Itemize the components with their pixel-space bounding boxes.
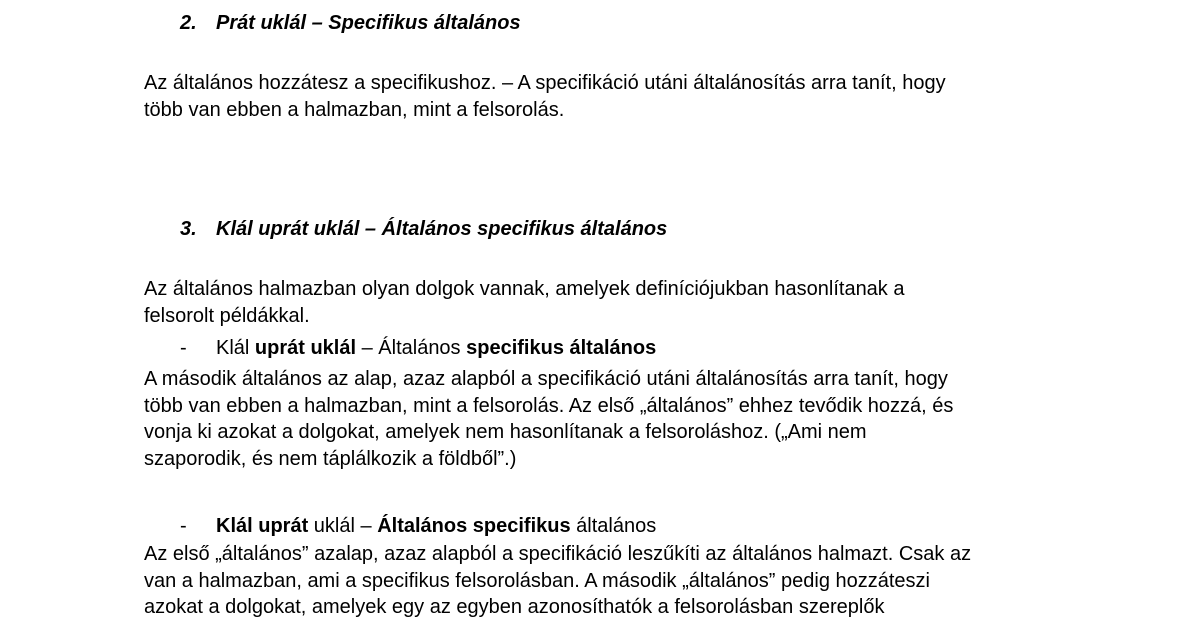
section-2-paragraph <box>144 70 1044 123</box>
section-3-paragraph <box>144 276 1044 329</box>
bullet-item-2 <box>180 513 656 539</box>
paragraph-line: több van ebben a halmazban, mint a felsorolás. Az első „általános” ehhez tevődik hozzá, és <box>144 394 954 417</box>
bullet-2-paragraph <box>144 541 1044 621</box>
paragraph-line: van a halmazban, ami a specifikus felsorolásban. A második „általános” pedig hozzáteszi <box>144 569 930 592</box>
section-2-title: Prát uklál – Specifikus általános <box>216 12 521 34</box>
bullet-dash: - <box>180 515 187 537</box>
bullet-text-bold: uprát uklál <box>254 337 357 359</box>
bullet-dash: - <box>180 337 187 359</box>
section-3-number: 3. <box>180 218 197 240</box>
paragraph-line: Az első „általános” azalap, azaz alapból a specifikáció leszűkíti az általános halmazt. Csak az <box>144 543 972 565</box>
paragraph-line: A második általános az alap, azaz alapból a specifikáció utáni általánosítás arra tanít, hogy <box>144 368 948 390</box>
paragraph-line: Az általános halmazban olyan dolgok vannak, amelyek definíciójukban hasonlítanak a <box>144 278 905 300</box>
bullet-text: Klál <box>216 337 255 359</box>
bullet-item-1 <box>180 335 656 361</box>
paragraph-line: felsorolt példákkal. <box>144 304 310 327</box>
section-2-number: 2. <box>180 12 197 34</box>
section-2-heading <box>180 10 521 36</box>
paragraph-line: szaporodik, és nem táplálkozik a földből”.) <box>144 448 517 471</box>
paragraph-line: Az általános hozzátesz a specifikushoz. – A specifikáció utáni általánosítás arra tanít, hogy <box>144 72 946 94</box>
bullet-1-paragraph <box>144 366 1044 473</box>
paragraph-line: több van ebben a halmazban, mint a felsorolás. <box>144 98 565 121</box>
section-3-heading <box>180 216 667 242</box>
bullet-text: általános <box>570 515 657 537</box>
bullet-text-bold: Klál uprát <box>216 515 309 537</box>
bullet-text-bold: specifikus általános <box>466 337 657 359</box>
bullet-text: – Általános <box>356 337 467 359</box>
bullet-text-bold: Általános specifikus <box>377 515 571 537</box>
bullet-text: uklál – <box>308 515 378 537</box>
paragraph-line: azokat a dolgokat, amelyek egy az egyben azonosíthatók a felsorolásban szereplők <box>144 596 885 619</box>
paragraph-line: vonja ki azokat a dolgokat, amelyek nem hasonlítanak a felsoroláshoz. („Ami nem <box>144 421 867 444</box>
section-3-title: Klál uprát uklál – Általános specifikus általános <box>216 218 668 240</box>
